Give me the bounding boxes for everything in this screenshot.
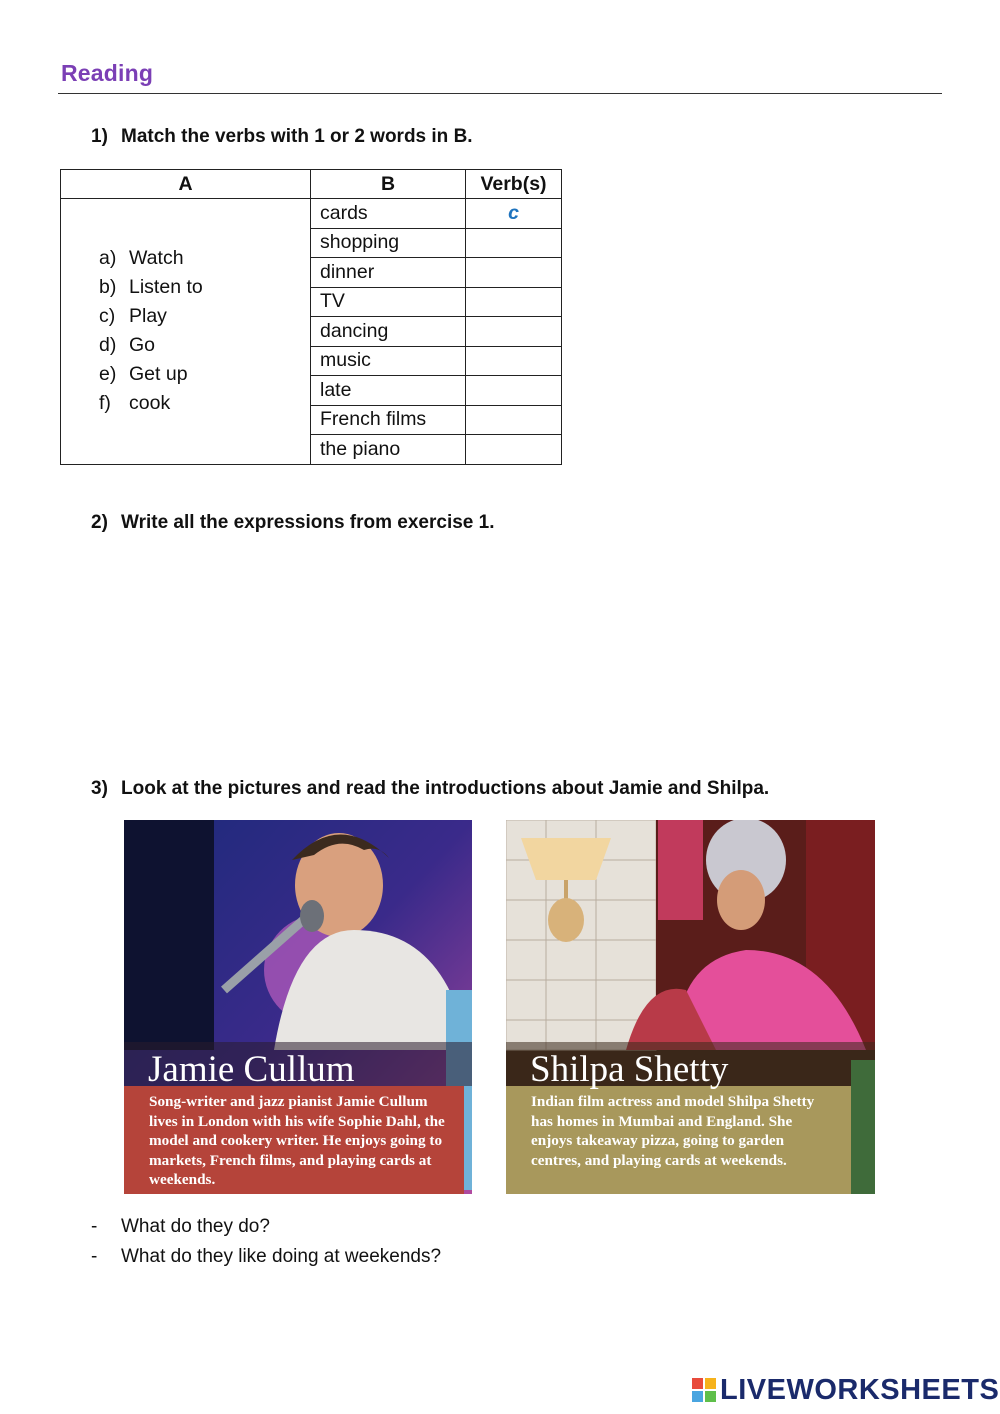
answer-input[interactable]	[466, 317, 562, 347]
list-item: - What do they like doing at weekends?	[91, 1246, 442, 1267]
word-cell: music	[311, 346, 466, 376]
liveworksheets-logo	[692, 1374, 999, 1406]
jamie-name: Jamie Cullum	[148, 1049, 355, 1090]
answer-input[interactable]	[466, 228, 562, 258]
list-item: c) Play	[99, 305, 167, 328]
table-row	[61, 199, 562, 229]
matching-table	[60, 169, 562, 465]
question-3	[91, 778, 769, 800]
word-cell: shopping	[311, 228, 466, 258]
shilpa-name: Shilpa Shetty	[530, 1049, 729, 1090]
header-a: A	[61, 170, 311, 199]
question-1-text: Match the verbs with 1 or 2 words in B.	[121, 126, 473, 147]
word-cell: French films	[311, 405, 466, 435]
word-cell: the piano	[311, 435, 466, 465]
shilpa-blurb: Indian film actress and model Shilpa Shetty has homes in Mumbai and England. She enjoys takeaway pizza, going to garden centres, and playing cards at weekends.	[531, 1093, 815, 1169]
header-verbs: Verb(s)	[466, 170, 562, 199]
answer-input[interactable]	[466, 376, 562, 406]
list-item: a) Watch	[99, 247, 184, 270]
word-cell: TV	[311, 287, 466, 317]
title-divider	[58, 93, 942, 94]
answer-input[interactable]	[466, 405, 562, 435]
question-2-number: 2)	[91, 512, 108, 533]
logo-text: LIVEWORKSHEETS	[720, 1373, 1000, 1406]
word-cell: late	[311, 376, 466, 406]
question-2-text: Write all the expressions from exercise 1.	[121, 512, 495, 533]
word-cell: dancing	[311, 317, 466, 347]
list-item: d) Go	[99, 334, 156, 357]
jamie-blurb: Song-writer and jazz pianist Jamie Cullum lives in London with his wife Sophie Dahl, the model and cookery writer. He enjoys going to markets, French films, and playing cards at weekends.	[149, 1093, 445, 1188]
word-cell: dinner	[311, 258, 466, 288]
follow-up-questions	[91, 1214, 441, 1274]
list-item: f) cook	[99, 392, 171, 415]
header-b: B	[311, 170, 466, 199]
answer-input[interactable]	[466, 346, 562, 376]
question-1-number: 1)	[91, 126, 108, 147]
answer-input[interactable]	[466, 287, 562, 317]
list-item: - What do they do?	[91, 1216, 270, 1237]
answer-input[interactable]	[466, 258, 562, 288]
shilpa-shetty-card	[506, 820, 875, 1194]
question-2	[91, 512, 495, 534]
answer-input[interactable]: c	[466, 199, 562, 229]
list-item: b) Listen to	[99, 276, 203, 299]
table-header-row	[61, 170, 562, 199]
liveworksheets-logo-icon	[692, 1378, 716, 1402]
jamie-cullum-card	[124, 820, 472, 1194]
section-title: Reading	[61, 60, 154, 86]
answer-input[interactable]	[466, 435, 562, 465]
question-1	[91, 126, 473, 148]
verb-list	[99, 244, 301, 418]
question-3-text: Look at the pictures and read the introductions about Jamie and Shilpa.	[121, 778, 770, 799]
word-cell: cards	[311, 199, 466, 229]
question-3-number: 3)	[91, 778, 108, 799]
verb-list-cell	[61, 199, 311, 465]
list-item: e) Get up	[99, 363, 188, 386]
